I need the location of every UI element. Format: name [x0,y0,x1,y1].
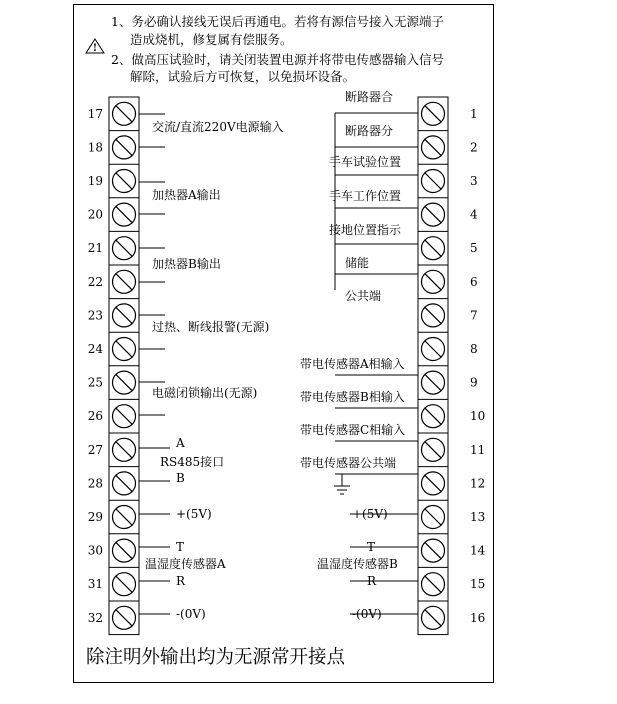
label-cart-work: 手车工作位置 [329,189,402,203]
terminal-number: 12 [470,476,486,491]
terminal-16 [418,601,485,629]
terminal-32 [88,601,139,629]
ground-icon [334,474,350,494]
terminal-number: 11 [470,442,486,457]
label-heater-a: 加热器A输出 [152,188,221,202]
terminal-20 [88,198,139,226]
screw-icon [422,606,445,629]
screw-icon [422,539,445,562]
terminal-number: 8 [470,342,478,356]
screw-icon [422,102,445,125]
right-labels [300,89,405,621]
terminal-number: 28 [87,476,103,491]
left-terminal-strip [88,97,139,635]
screw-icon [422,405,445,428]
terminal-number: 24 [87,342,103,356]
label-overheat-alarm: 过热、断线报警(无源) [152,320,270,334]
terminal-24 [88,332,139,360]
left-labels [145,119,284,621]
terminal-number: 6 [470,274,478,289]
screw-icon [113,371,136,394]
label-live-c: 带电传感器C相输入 [300,423,406,437]
label-sensor-a-r: R [176,574,186,588]
screw-icon [113,573,136,596]
terminal-number: 17 [87,106,103,121]
notice-line-1b: 造成烧机，修复属有偿服务。 [130,32,293,47]
terminal-17 [88,102,136,125]
screw-icon [422,338,445,361]
label-rs485-title: RS485接口 [160,455,225,469]
label-breaker-closed: 断路器合 [345,90,394,104]
screw-icon [113,506,136,529]
screw-icon [422,237,445,260]
label-live-a: 带电传感器A相输入 [300,357,405,371]
terminal-26 [88,399,139,427]
terminal-19 [88,164,139,192]
terminal-27 [88,433,139,461]
warning-icon [86,39,104,54]
label-left-plus5v: +(5V) [176,507,212,521]
terminal-number: 20 [87,207,103,222]
terminal-number: 22 [87,274,103,289]
terminal-number: 2 [470,140,478,155]
label-rs485-a: A [176,436,185,450]
label-live-b: 带电传感器B相输入 [300,390,405,404]
label-right-zero-v: -(0V) [352,607,382,621]
label-rs485-b: B [176,471,185,485]
warning-mark: ! [92,43,98,54]
terminal-number: 25 [87,375,103,390]
screw-icon [422,438,445,461]
screw-icon [113,338,136,361]
terminal-number: 5 [470,241,478,256]
label-left-zero-v: -(0V) [176,607,206,621]
terminal-31 [88,567,139,595]
screw-icon [113,472,136,495]
terminal-number: 9 [470,375,478,390]
terminal-28 [88,467,139,495]
right-terminal-strip [418,97,486,635]
screw-icon [422,472,445,495]
screw-icon [113,270,136,293]
label-sensor-b-r: R [367,574,377,588]
screw-icon [113,304,136,327]
terminal-14 [418,534,486,562]
label-right-plus5v: +(5V) [352,507,388,521]
label-ground-indicator: 接地位置指示 [329,223,402,237]
screw-icon [113,438,136,461]
notice-block [111,14,444,84]
terminal-10 [418,399,485,427]
screw-icon [113,102,136,125]
screw-icon [113,237,136,260]
terminal-number: 21 [87,241,103,256]
terminal-30 [88,534,139,562]
label-sensor-b-title: 温湿度传感器B [317,557,398,571]
terminal-22 [88,265,139,293]
diagram-border [74,5,494,683]
label-sensor-a-t: T [176,540,185,554]
screw-icon [113,606,136,629]
notice-line-1a: 1、务必确认接线无误后再通电。若将有源信号接入无源端子 [111,14,444,29]
screw-icon [113,539,136,562]
screw-icon [422,304,445,327]
label-sensor-b-t: T [367,540,376,554]
screw-icon [422,506,445,529]
screw-icon [113,405,136,428]
terminal-number: 7 [470,308,478,323]
terminal-number: 18 [87,140,103,155]
terminal-29 [88,500,139,528]
label-common: 公共端 [345,289,382,303]
screw-icon [113,136,136,159]
terminal-number: 10 [470,409,486,424]
label-em-lock: 电磁闭锁输出(无源) [152,386,258,400]
terminal-11 [418,433,485,461]
terminal-25 [88,366,139,394]
terminal-number: 3 [470,174,478,188]
label-breaker-open: 断路器分 [345,124,394,138]
screw-icon [113,203,136,226]
terminal-number: 4 [470,207,478,222]
screw-icon [422,170,445,193]
terminal-number: 15 [470,577,486,592]
terminal-number: 31 [87,577,103,592]
label-sensor-a-title: 温湿度传感器A [145,557,226,571]
label-cart-test: 手车试验位置 [329,155,402,169]
terminal-23 [88,299,139,327]
screw-icon [422,573,445,596]
terminal-21 [88,231,139,259]
notice-line-2b: 解除，试验后方可恢复，以免损坏设备。 [130,69,356,84]
terminal-number: 13 [470,510,486,524]
terminal-number: 32 [87,610,103,625]
terminal-number: 30 [87,543,103,558]
terminal-13 [418,500,485,528]
terminal-18 [88,131,139,159]
terminal-number: 26 [87,409,103,424]
screw-icon [422,136,445,159]
terminal-number: 14 [470,543,486,558]
terminal-15 [418,567,485,595]
terminal-number: 23 [87,308,103,323]
terminal-number: 27 [87,442,103,457]
terminal-number: 16 [470,610,486,625]
terminal-1 [422,102,478,125]
label-live-common: 带电传感器公共端 [300,456,397,470]
label-power-input: 交流/直流220V电源输入 [152,120,284,134]
terminal-12 [418,467,485,495]
terminal-number: 19 [87,174,103,188]
screw-icon [422,203,445,226]
terminal-number: 1 [470,106,478,121]
notice-line-2a: 2、做高压试验时，请关闭装置电源并将带电传感器输入信号 [111,52,444,67]
label-heater-b: 加热器B输出 [152,257,221,271]
screw-icon [422,270,445,293]
screw-icon [113,170,136,193]
screw-icon [422,371,445,394]
footer-note: 除注明外输出均为无源常开接点 [86,647,346,668]
label-energy-storage: 储能 [345,256,370,270]
terminal-number: 29 [87,510,103,524]
